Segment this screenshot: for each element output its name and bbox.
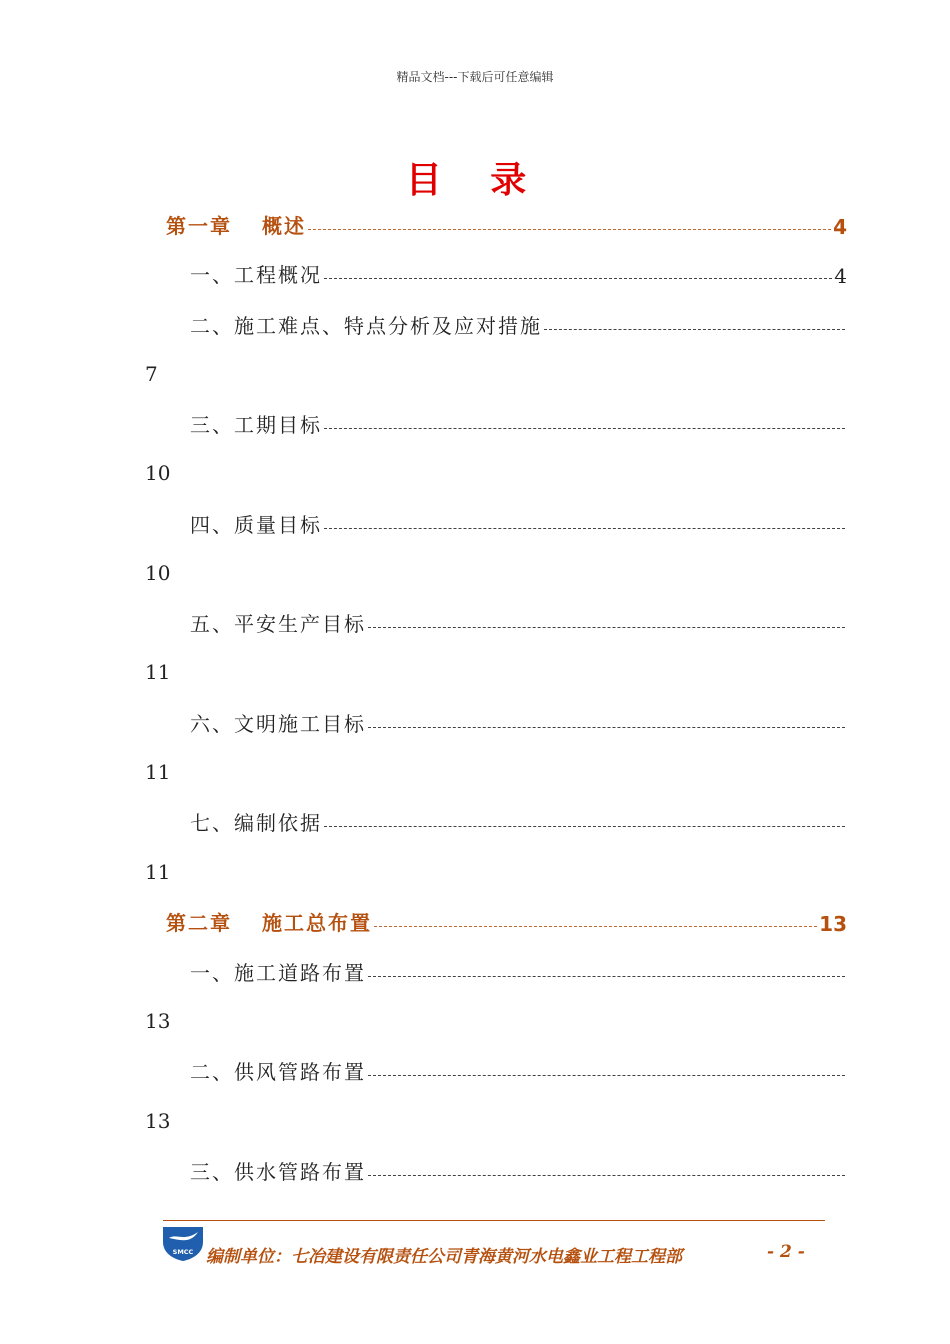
chapter-number: 第二章 <box>166 911 232 935</box>
dot-leader <box>324 277 832 279</box>
entry-label: 一、施工道路布置 <box>190 961 366 985</box>
wrapped-page-number: 7 <box>145 362 158 386</box>
chapter-number: 第一章 <box>166 214 232 238</box>
entry-label: 四、质量目标 <box>190 513 322 537</box>
toc-chapter-2[interactable] <box>166 906 847 936</box>
dot-leader <box>368 975 845 977</box>
entry-label: 二、供风管路布置 <box>190 1060 366 1084</box>
entry-label: 七、编制依据 <box>190 811 322 835</box>
footer-page-number: - 2 - <box>767 1242 805 1262</box>
entry-label: 三、工期目标 <box>190 413 322 437</box>
footer-rule <box>163 1220 825 1221</box>
page-number: 4 <box>834 264 847 288</box>
toc-entry-basis[interactable] <box>190 806 847 836</box>
dot-leader <box>308 228 831 230</box>
chapter-title: 施工总布置 <box>262 911 372 935</box>
toc-entry-schedule-goal[interactable] <box>190 408 847 438</box>
toc-entry-quality-goal[interactable] <box>190 508 847 538</box>
wrapped-page-number: 10 <box>145 561 171 585</box>
company-logo-icon <box>160 1224 206 1262</box>
chapter-title: 概述 <box>262 214 306 238</box>
footer-organization: 编制单位：七冶建设有限责任公司青海黄河水电鑫业工程工程部 <box>206 1247 682 1267</box>
entry-label: 一、工程概况 <box>190 263 322 287</box>
toc-entry-air-pipes[interactable] <box>190 1055 847 1085</box>
wrapped-page-number: 11 <box>145 760 171 784</box>
dot-leader <box>544 328 845 330</box>
dot-leader <box>324 427 845 429</box>
toc-entry-civilized-construction[interactable] <box>190 707 847 737</box>
toc-entry-water-pipes[interactable] <box>190 1155 847 1185</box>
toc-entry-roads[interactable] <box>190 956 847 986</box>
toc-entry-difficulties[interactable] <box>190 309 847 339</box>
wrapped-page-number: 10 <box>145 461 171 485</box>
toc-chapter-1[interactable] <box>166 209 847 239</box>
toc-title: 目 录 <box>405 160 545 201</box>
logo-text: SMCC <box>172 1248 194 1256</box>
dot-leader <box>324 527 845 529</box>
page-number: 4 <box>833 215 847 239</box>
entry-label: 五、平安生产目标 <box>190 612 366 636</box>
dot-leader <box>374 925 817 927</box>
dot-leader <box>368 1074 845 1076</box>
wrapped-page-number: 13 <box>145 1109 171 1133</box>
wrapped-page-number: 11 <box>145 860 171 884</box>
wrapped-page-number: 13 <box>145 1009 171 1033</box>
entry-label: 六、文明施工目标 <box>190 712 366 736</box>
dot-leader <box>368 726 845 728</box>
page-number: 13 <box>819 912 847 936</box>
dot-leader <box>368 1174 845 1176</box>
entry-label: 二、施工难点、特点分析及应对措施 <box>190 314 542 338</box>
toc-entry-safety-goal[interactable] <box>190 607 847 637</box>
toc-entry-project-overview[interactable] <box>190 258 847 288</box>
header-note: 精品文档---下载后可任意编辑 <box>396 70 554 84</box>
entry-label: 三、供水管路布置 <box>190 1160 366 1184</box>
wrapped-page-number: 11 <box>145 660 171 684</box>
dot-leader <box>368 626 845 628</box>
dot-leader <box>324 825 845 827</box>
